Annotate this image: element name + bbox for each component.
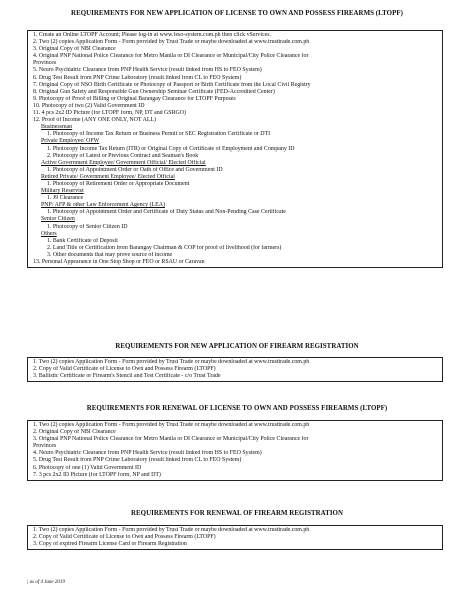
requirement-item: 1. Bank Certificate of Deposit <box>47 237 118 244</box>
requirement-item: 2. Two (2) copies Application Form - Form provided by Trust Trade or maybe downloaded at www.trusttrade.com.ph <box>33 39 310 46</box>
requirement-item: 1. Two (2) copies Application Form - Form provided by Trust Trade or maybe downloaded at www.trusttrade.com.ph <box>33 527 310 533</box>
requirement-item: 1. Two (2) copies Application Form - Form provided by Trust Trade or maybe downloaded at www.trusttrade.com.ph <box>33 422 310 428</box>
box-ltopf-new <box>27 30 443 268</box>
requirement-item: Provinces <box>33 60 57 67</box>
heading-registration-renewal: REQUIREMENTS FOR RENEWAL OF FIREARM REGISTRATION <box>130 510 343 517</box>
requirement-item: 8. Original Gun Safety and Responsible Gun Ownership Seminar Certificate (FED-Accredited Center) <box>33 88 275 95</box>
category-heading: Businessman <box>41 124 73 131</box>
requirement-item: 1. Create an Online LTOPF Account; Please log-in at www.feso-system.com.ph then click vServices. <box>33 32 271 38</box>
requirement-item: 5. Neuro Psychiatric Clearance from PNP Health Service (result linked from HS to FEO System) <box>33 67 262 74</box>
requirement-item: 2. Photocopy of Latest or Previous Contract and Seaman's Book <box>47 152 199 159</box>
requirement-item: 2. Original Copy of NBI Clearance <box>33 429 116 436</box>
box-ltopf-renewal <box>27 420 443 481</box>
requirement-item: 3. Original Copy of NBI Clearance <box>33 46 116 53</box>
requirement-item: 3. Other documents that may prove source of income <box>47 251 173 258</box>
requirement-item: 1. J9 Clearance <box>47 195 84 202</box>
heading-registration-new: REQUIREMENTS FOR NEW APPLICATION OF FIREARM REGISTRATION <box>115 343 359 350</box>
requirement-item: 1. Photocopy of Senior Citizen ID <box>47 223 128 230</box>
requirement-item: Provinces <box>33 443 57 450</box>
category-heading: Others <box>41 230 57 237</box>
category-heading: Retired Private/ Government Employee/ Elected Official <box>41 173 175 180</box>
category-heading: Military Reservist <box>41 188 84 195</box>
category-heading: PNP/ AFP & other Law Enforcement Agency (LEA) <box>41 202 165 209</box>
requirement-item: 3. Ballistic Certificate or Firearm's Stencil and Test Certificate - c/o Trust Trade <box>33 373 221 380</box>
category-heading: Active Government Employee/ Government Official/ Elected Official <box>41 159 206 166</box>
requirement-item: 3. Copy of expired Firearm License Card or Firearm Registration <box>33 541 187 548</box>
requirement-item: 1. Photocopy Income Tax Return (ITR) or Original Copy of Certificate of Employment and Company ID <box>47 145 295 152</box>
requirement-item: 3. Original PNP National Police Clearance for Metro Manila or DI Clearance or Municipal/City Police Clearance for <box>33 436 309 443</box>
requirement-item: 4. Neuro Psychiatric Clearance from PNP Health Service (result linked from HS to FEO System) <box>33 450 262 457</box>
box-registration-renewal <box>27 525 443 550</box>
requirement-item: 13. Personal Appearance in One Stop Shop or FEO or RSAU or Caravan <box>33 259 205 265</box>
heading-ltopf-new: REQUIREMENTS FOR NEW APPLICATION OF LICENSE TO OWN AND POSSESS FIREARMS (LTOPF) <box>71 10 403 17</box>
requirement-item: 7. 3 pcs 2x2 ID Picture (for LTOPF form, NP and DT) <box>33 471 161 478</box>
requirement-item: 4. Original PNP National Police Clearance for Metro Manila or DI Clearance or Municipal/City Police Clearance for <box>33 53 309 60</box>
requirement-item: 1. Two (2) copies Application Form - Form provided by Trust Trade or maybe downloaded at www.trusttrade.com.ph <box>33 359 310 365</box>
category-heading: Private Employee/ OFW <box>41 138 100 145</box>
requirement-item: 2. Land Title or Certification from Barangay Chairman & COP for proof of livelihood (for farmers) <box>47 244 282 251</box>
heading-ltopf-renewal: REQUIREMENTS FOR RENEWAL OF LICENSE TO OWN AND POSSESS FIREARMS (LTOPF) <box>86 405 388 412</box>
requirement-item: 1. Photocopy of Appointment Order or Oath of Office and Government ID <box>47 166 223 173</box>
requirement-item: 11. 4 pcs 2x2 ID Picture (for LTOPF form, NP, DT and GSRGO) <box>33 110 186 117</box>
requirement-item: 12. Proof of Income (ANY ONE ONLY, NOT ALL) <box>33 117 156 124</box>
box-registration-new <box>27 357 443 382</box>
requirement-item: 6. Photocopy of one (1) Valid Government ID <box>33 464 142 471</box>
requirement-item: 1. Photocopy of Retirement Order or Appropriate Document <box>47 180 190 187</box>
category-heading: Senior Citizen <box>41 216 75 223</box>
requirement-item: 5. Drug Test Result from PNP Crime Laboratory (result linked from CL to FEO System) <box>33 457 242 464</box>
requirement-item: 7. Original Copy of NSO Birth Certificate or Photocopy of Passport or Birth Certificate from the Local Civil Registry <box>33 81 311 88</box>
requirement-item: 2. Copy of Valid Certificate of License to Own and Possess Firearm (LTOPF) <box>33 366 216 373</box>
requirement-item: 2. Copy of Valid Certificate of License to Own and Possess Firearm (LTOPF) <box>33 534 216 541</box>
requirement-item: 9. Photocopy of Proof of Billing or Original Barangay Clearance for LTOPF Purposes <box>33 95 236 102</box>
footer-date: | as of 4 June 2019 <box>27 580 65 585</box>
requirement-item: 10. Photocopy of two (2) Valid Government ID <box>33 102 145 109</box>
requirement-item: 1. Photocopy of Income Tax Return or Business Permit or SEC Registration Certificate or DTI <box>47 131 271 138</box>
requirement-item: 1. Photocopy of Appointment Order and Certificate of Duty Status and Non-Pending Case Certificate <box>47 209 286 216</box>
requirement-item: 6. Drug Test Result from PNP Crime Laboratory (result linked from CL to FEO System) <box>33 74 242 81</box>
